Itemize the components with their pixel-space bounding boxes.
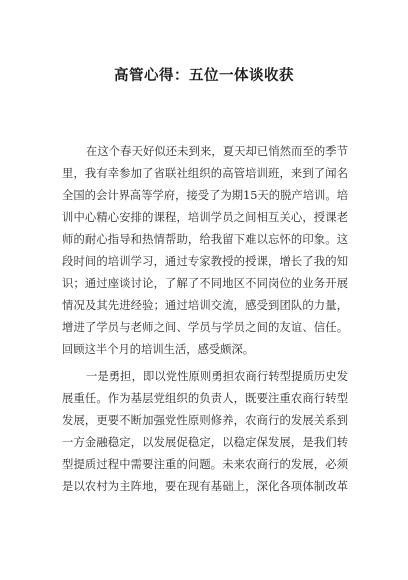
paragraph-line: 里，我有幸参加了省联社组织的高管培训班，来到了闻名	[62, 167, 348, 180]
paragraph-2	[62, 366, 348, 498]
paragraph-line: 在这个春天好似还未到来，夏天却已悄然而至的季节	[86, 145, 348, 158]
paragraph-1	[62, 141, 348, 361]
paragraph-line: 型提质过程中需要注重的问题。未来农商行的发展，必须	[62, 458, 348, 471]
document-title: 高管心得：五位一体谈收获	[114, 67, 294, 84]
paragraph-line: 段时间的培训学习，通过专家教授的授课，增长了我的知	[62, 255, 348, 268]
paragraph-line: 回顾这半个月的培训生活，感受颇深。	[62, 343, 255, 356]
paragraph-line: 是以农村为主阵地，要在现有基础上，深化各项体制改革	[62, 480, 348, 493]
paragraph-line: 展重任。作为基层党组织的负责人，既要注重农商行转型	[62, 392, 348, 405]
paragraph-line: 一方金融稳定，以发展促稳定，以稳定保发展，是我们转	[62, 436, 348, 449]
paragraph-line: 师的耐心指导和热情帮助，给我留下难以忘怀的印象。这	[62, 233, 348, 246]
paragraph-line: 识；通过座谈讨论，了解了不同地区不同岗位的业务开展	[62, 277, 348, 290]
paragraph-line: 全国的会计界高等学府，接受了为期15天的脱产培训。培	[62, 189, 348, 202]
paragraph-line: 增进了学员与老师之间、学员与学员之间的友谊、信任。	[62, 321, 348, 334]
paragraph-line: 情况及其先进经验；通过培训交流，感受到团队的力量，	[62, 299, 348, 312]
paragraph-line: 一是勇担，即以党性原则勇担农商行转型提质历史发	[86, 370, 348, 383]
paragraph-line: 训中心精心安排的课程，培训学员之间相互关心，授课老	[62, 211, 348, 224]
paragraph-line: 发展，更要不断加强党性原则修养，农商行的发展关系到	[62, 414, 348, 427]
